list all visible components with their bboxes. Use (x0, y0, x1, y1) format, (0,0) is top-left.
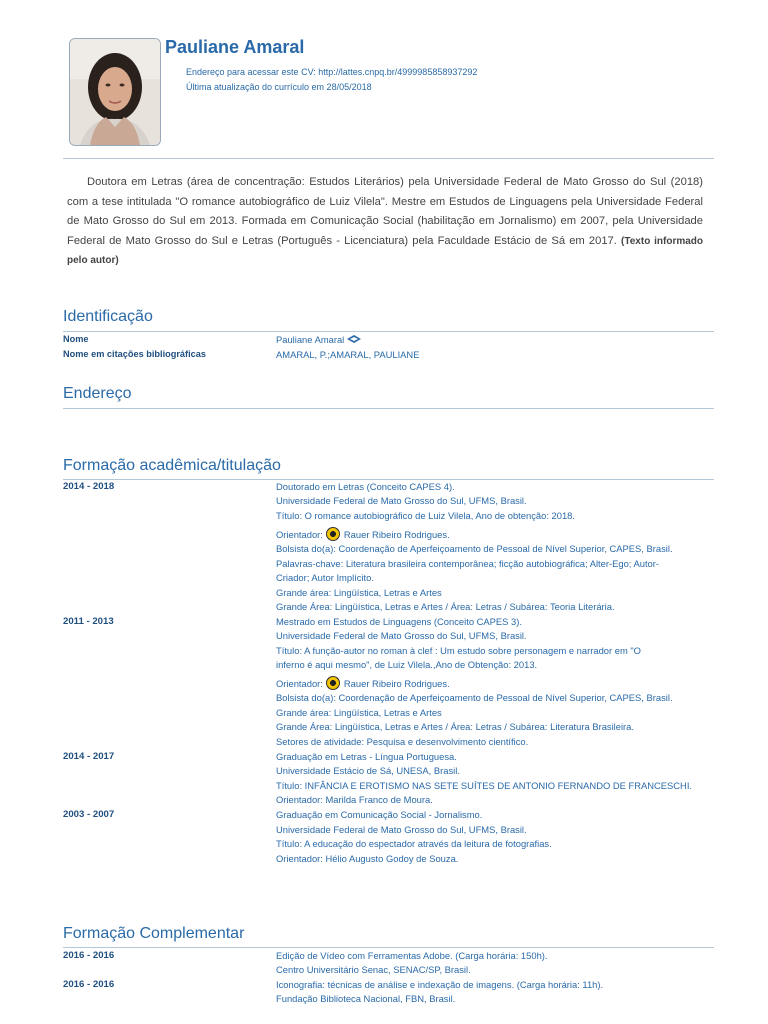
lattes-advisor-icon[interactable] (326, 527, 340, 541)
name-value (276, 334, 362, 345)
complementar-line: Fundação Biblioteca Nacional, FBN, Brasil. (276, 993, 456, 1004)
formacao-line: Orientador: Hélio Augusto Godoy de Souza. (276, 853, 459, 864)
formacao-line: Criador; Autor Implícito. (276, 572, 374, 583)
profile-photo (69, 38, 161, 146)
advisor-line (276, 527, 450, 541)
formacao-line: Universidade Estácio de Sá, UNESA, Brasil. (276, 765, 460, 776)
formacao-line: Grande área: Lingüística, Letras e Artes (276, 707, 442, 718)
advisor-label: Orientador: (276, 678, 323, 689)
name-label: Nome (63, 334, 89, 344)
cv-url-line[interactable]: Endereço para acessar este CV: http://lattes.cnpq.br/4999985858937292 (186, 67, 478, 77)
complementar-line: Centro Universitário Senac, SENAC/SP, Brasil. (276, 964, 471, 975)
citation-label: Nome em citações bibliográficas (63, 349, 206, 359)
summary-text (67, 173, 703, 271)
complementar-line: Iconografia: técnicas de análise e indexação de imagens. (Carga horária: 11h). (276, 979, 604, 990)
formacao-line: Título: A educação do espectador através da leitura de fotografias. (276, 838, 552, 849)
formacao-line: Grande Área: Lingüística, Letras e Artes / Área: Letras / Subárea: Teoria Literária. (276, 601, 615, 612)
formacao-years: 2011 - 2013 (63, 616, 114, 627)
formacao-line: Doutorado em Letras (Conceito CAPES 4). (276, 481, 455, 492)
section-divider (63, 947, 714, 948)
formacao-line: Mestrado em Estudos de Linguagens (Conceito CAPES 3). (276, 616, 522, 627)
complementar-line: Edição de Vídeo com Ferramentas Adobe. (Carga horária: 150h). (276, 950, 548, 961)
advisor-line (276, 676, 450, 690)
formacao-line: Setores de atividade: Pesquisa e desenvolvimento científico. (276, 736, 529, 747)
formacao-line: Bolsista do(a): Coordenação de Aperfeiçoamento de Pessoal de Nível Superior, CAPES, Brasil. (276, 692, 673, 703)
section-title-complementar: Formação Complementar (63, 925, 245, 942)
section-title-formacao: Formação acadêmica/titulação (63, 457, 281, 474)
formacao-line: Grande Área: Lingüística, Letras e Artes / Área: Letras / Subárea: Literatura Brasileira. (276, 721, 634, 732)
lattes-advisor-icon[interactable] (326, 676, 340, 690)
section-title-endereco: Endereço (63, 385, 132, 402)
formacao-years: 2014 - 2017 (63, 751, 115, 762)
summary-body: Doutora em Letras (área de concentração: Estudos Literários) pela Universidade Federal de Mato Grosso do Sul (2018) com a tese intitulada "O romance autobiográfico de Luiz Vilela". Mestre em Estudos de Linguagens pela Universidade Federal de Mato Grosso do Sul em 2013. Formada em Comunicação Social (habilitação em Jornalismo) em 2007, pela Universidade Federal de Mato Grosso do Sul e Letras (Português - Licenciatura) pela Faculdade Estácio de Sá em 2017. (67, 176, 703, 247)
header-divider (63, 158, 714, 159)
section-title-identificacao: Identificação (63, 308, 153, 325)
name-value-text: Pauliane Amaral (276, 334, 345, 345)
cv-owner-name: Pauliane Amaral (165, 37, 305, 57)
formacao-line: Bolsista do(a): Coordenação de Aperfeiçoamento de Pessoal de Nível Superior, CAPES, Brasil. (276, 543, 673, 554)
citation-value: AMARAL, P.;AMARAL, PAULIANE (276, 349, 420, 360)
cv-update-line: Última atualização do currículo em 28/05/2018 (186, 82, 372, 92)
advisor-label: Orientador: (276, 529, 323, 540)
formacao-line: inferno é aqui mesmo", de Luiz Vilela.,Ano de Obtenção: 2013. (276, 659, 538, 670)
summary-note: (Texto informado pelo autor) (67, 235, 704, 266)
formacao-line: Universidade Federal de Mato Grosso do Sul, UFMS, Brasil. (276, 630, 527, 641)
formacao-line: Título: INFÂNCIA E EROTISMO NAS SETE SUÍTES DE ANTONIO FERNANDO DE FRANCESCHI. (276, 780, 693, 791)
formacao-line: Palavras-chave: Literatura brasileira contemporânea; ficção autobiográfica; Alter-Ego; Autor- (276, 558, 660, 569)
formacao-line: Título: O romance autobiográfico de Luiz Vilela, Ano de obtenção: 2018. (276, 510, 575, 521)
complementar-years: 2016 - 2016 (63, 950, 115, 961)
lattes-certified-icon[interactable] (346, 334, 362, 344)
formacao-line: Título: A função-autor no roman à clef : Um estudo sobre personagem e narrador em "O (276, 645, 641, 656)
formacao-years: 2003 - 2007 (63, 809, 115, 820)
advisor-name[interactable]: Rauer Ribeiro Rodrigues. (343, 678, 450, 689)
formacao-line: Grande área: Lingüística, Letras e Artes (276, 587, 442, 598)
formacao-line: Universidade Federal de Mato Grosso do Sul, UFMS, Brasil. (276, 824, 527, 835)
section-divider (63, 479, 714, 480)
formacao-years: 2014 - 2018 (63, 481, 115, 492)
section-divider (63, 408, 714, 409)
formacao-line: Graduação em Comunicação Social - Jornalismo. (276, 809, 483, 820)
section-divider (63, 331, 714, 332)
advisor-name[interactable]: Rauer Ribeiro Rodrigues. (343, 529, 450, 540)
formacao-line: Graduação em Letras - Língua Portuguesa. (276, 751, 457, 762)
formacao-line: Orientador: Marilda Franco de Moura. (276, 794, 433, 805)
formacao-line: Universidade Federal de Mato Grosso do Sul, UFMS, Brasil. (276, 495, 527, 506)
complementar-years: 2016 - 2016 (63, 979, 115, 990)
